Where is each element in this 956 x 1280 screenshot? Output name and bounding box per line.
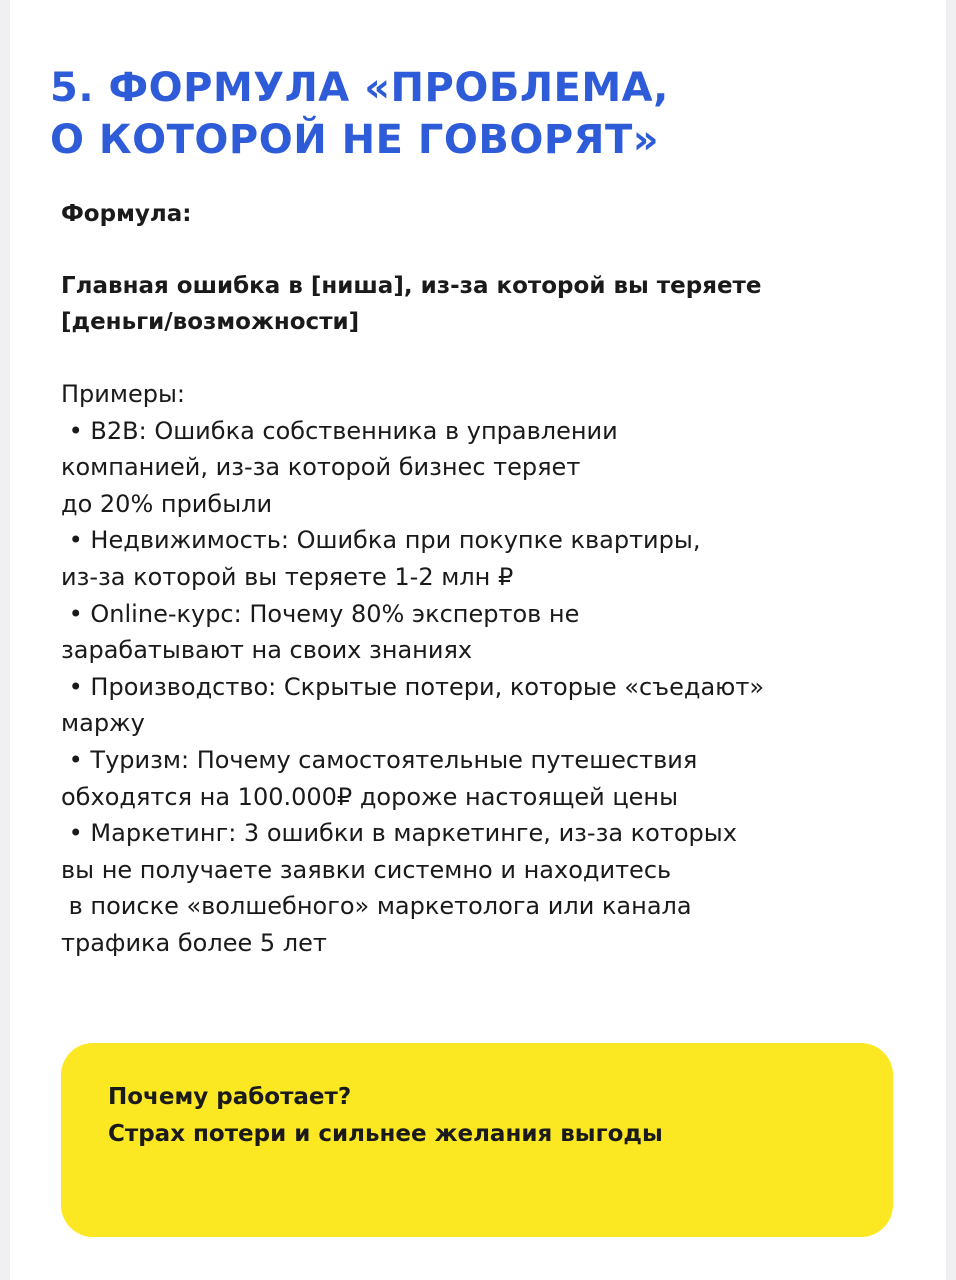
callout-box (61, 1043, 893, 1237)
callout-answer: Страх потери и сильнее желания выгоды (108, 1121, 663, 1147)
examples-heading: Примеры: (61, 380, 186, 408)
formula-text (61, 268, 901, 340)
page-title-line-1: 5. ФОРМУЛА «ПРОБЛЕМА, (50, 65, 669, 111)
formula-line-1: Главная ошибка в [ниша], из-за которой вы теряете (61, 273, 762, 299)
example-line: • Производство: Скрытые потери, которые «съедают» (61, 672, 765, 701)
page-title-line-2: О КОТОРОЙ НЕ ГОВОРЯТ» (50, 117, 660, 163)
example-line: зарабатывают на своих знаниях (61, 636, 473, 665)
example-line: вы не получаете заявки системно и находитесь (61, 855, 672, 884)
example-line: из-за которой вы теряете 1-2 млн ₽ (61, 562, 514, 591)
example-line: трафика более 5 лет (61, 928, 327, 957)
example-line: • Маркетинг: 3 ошибки в маркетинге, из-за которых (61, 819, 737, 848)
example-line: • Туризм: Почему самостоятельные путешествия (61, 745, 698, 774)
page-title (50, 62, 669, 166)
example-line: маржу (61, 709, 145, 738)
example-line: до 20% прибыли (61, 489, 273, 518)
page (10, 0, 946, 1280)
formula-label: Формула: (61, 201, 192, 227)
content (61, 196, 901, 962)
example-line: • Недвижимость: Ошибка при покупке квартиры, (61, 526, 701, 555)
example-line: обходятся на 100.000₽ дороже настоящей цены (61, 782, 679, 811)
callout-question: Почему работает? (108, 1084, 352, 1110)
callout-text (108, 1079, 663, 1153)
example-line: в поиске «волшебного» маркетолога или канала (61, 892, 692, 921)
examples-block (61, 376, 901, 962)
example-line: • B2B: Ошибка собственника в управлении (61, 416, 618, 445)
formula-line-2: [деньги/возможности] (61, 309, 360, 335)
example-line: • Online-курс: Почему 80% экспертов не (61, 599, 580, 628)
example-line: компанией, из-за которой бизнес теряет (61, 453, 581, 482)
